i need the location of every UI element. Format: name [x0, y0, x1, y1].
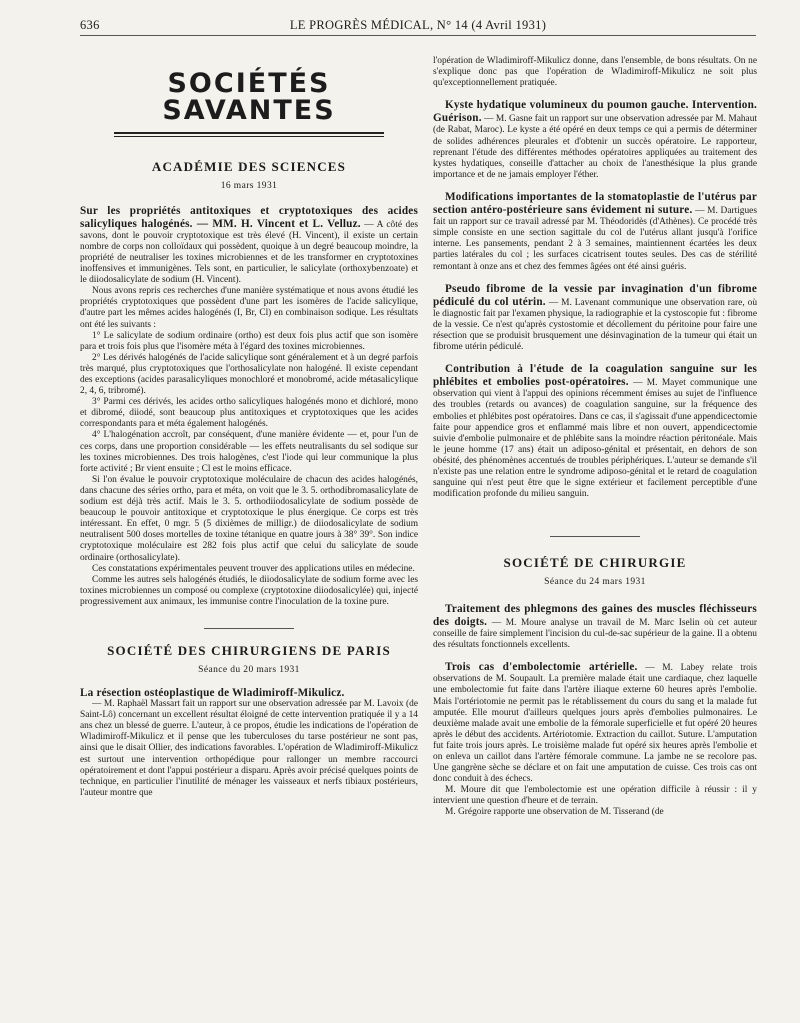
article-text: — M. Mayet communique une observation qui vient à l'appui des opinions récemment émises au sujet de l'influence des troubles (retards ou avances) de coagulation sanguine, sur la fréquence des embolies et phlébites post opératoires. Dans ce cas, il s'agissait d'une appendicectomie faite pour appendice gros et enflammé mais libre et non ouvert, appendicectomie suivie d'embolie pulmonaire et de phlébite sans la moindre réaction péritonéale. Mais le jeune homme (17 ans) était un adiposo-génital et présentait, en dehors de son obésité, des phénomènes accentués de troubles périphériques. L'auteur se demande s'il n'existe pas une relation entre le syndrome adiposo-génital et le retard de coagulation sanguine qui n'est peut être que le signe extérieur et facilement perceptible d'une modification profonde du milieu sanguin. — [433, 378, 757, 500]
paragraph: M. Grégoire rapporte une observation de M. Tisserand (de — [445, 807, 664, 818]
paragraph: l'opération de Wladimiroff-Mikulicz donne, dans l'ensemble, de bons résultats. On ne s'explique donc pas que l'opération de Wladimiroff-Mikulicz ne soit plus qu'exceptionnellement pratiquée. — [433, 56, 757, 89]
article-title: Traitement des phlegmons des gaines des muscles fléchisseurs des doigts. — [433, 602, 757, 628]
article — [433, 661, 757, 785]
article-title: Pseudo fibrome de la vessie par invagination d'un fibrome pédiculé du col utérin. — [433, 282, 757, 308]
article — [433, 191, 757, 273]
paragraph: Nous avons repris ces recherches d'une manière systématique et nous avons étudié les propriétés cryptotoxiques que possèdent d'une part les isomères de l'acide salicylique, d'autre part les mêmes acides halogénés (I, Br, Cl) en combinaison sodique. Les résultats ont été les suivants : — [80, 286, 418, 330]
left-column — [80, 52, 418, 799]
right-column — [433, 56, 757, 819]
paragraph: 2° Les dérivés halogénés de l'acide salicylique sont généralement et à un degré parfois très marqué, plus cryptotoxiques que l'orthosalicylate non halogéné. Il existe cependant des exceptions (acides parasalicyliques monochloré et monobromé, acide métasalicylique 2, 4, 6, tribromé). — [80, 352, 418, 397]
article — [433, 99, 757, 181]
title-rule-thick — [114, 132, 384, 134]
article-title: Trois cas d'embolectomie artérielle. — [445, 661, 638, 674]
article-text: — M. Lavenant communique une observation rare, où le diagnostic fait par l'examen physique, la radiographie et la cystoscopie fut : fibrome de la vessie. Ce n'est qu'après cystostomie et décollement du péritoine pour faire une résection que se produisit brusquement une désinvagination de la tumeur qui était un fibrome utérin pédiculé. — [433, 297, 758, 353]
article — [433, 603, 757, 651]
article-title: Kyste hydatique volumineux du poumon gauche. Intervention. Guérison. — [433, 99, 757, 125]
seance-date: Séance du 20 mars 1931 — [198, 664, 300, 675]
main-title: SOCIÉTÉS SAVANTES — [162, 68, 336, 126]
article-title: Modifications importantes de la stomatoplastie de l'utérus par section antéro-postérieure sans évidement ni suture. — [433, 190, 757, 217]
paragraph: M. Moure dit que l'embolectomie est une opération difficile à réussir : il y intervient une question d'heure et de terrain. — [433, 785, 757, 807]
page-number: 636 — [80, 18, 100, 32]
paragraph: Si l'on évalue le pouvoir cryptotoxique moléculaire de chacun des acides halogénés, dans chacune des séries ortho, para et méta, on voit que le 3. 5. orthodibromasalicylate de sodium est déjà très actif. Mais le 3. 5. orthodiiodosalicylate de sodium possède de beaucoup le pouvoir antitoxique et cryptotoxique le plus énergique. Ce corps est très intéressant. En effet, 0 mgr. 5 (5 dixièmes de milligr.) de diiodosalicylate de sodium neutralisent 500 doses mortelles de toxine tétanique en quatre jours à 38° 39°. Son indice cryptotoxique moléculaire est 282 fois plus actif que celui du salicylate de soude ordinaire (orthosalicylate). — [80, 474, 418, 563]
paragraph: 4° L'halogénation accroît, par conséquent, d'une manière évidente — et, pour l'un de ces corps, dans une proportion considérable — les effets neutralisants du sel sodique sur les toxines microbiennes. Des trois halogènes, c'est l'iode qui leur communique la plus forte activité ; Br vient ensuite ; Cl est le moins efficace. — [80, 430, 418, 474]
article — [433, 363, 757, 500]
article-text: — M. Moure analyse un travail de M. Marc Iselin où cet auteur conseille de faire simplement l'incision du cul-de-sac supérieur de la gaine. Il a obtenu des résultats fonctionnels excellents. — [433, 617, 758, 651]
paragraph: — M. Raphaël Massart fait un rapport sur une observation adressée par M. Lavoix (de Saint-Lô) concernant un excellent résultat éloigné de cette intervention pratiquée il y a 14 ans chez un blessé de guerre. L'auteur, à ce propos, étudie les indications de l'opération de Wladimiroff-Mikulicz et il pense que les tuberculoses du tarse postérieur ne sont pas, ainsi que le disait Ollier, des indications favorables. L'opération de Wladimiroff-Mikulicz est surtout une intervention orthopédique pour rallonger un membre raccourci opératoirement et dont l'appui postérieur a disparu. Après avoir précisé quelques points de technique, en particulier l'inutilité de ménager les vaisseaux et nerfs tibiaux postérieurs, l'auteur montre que — [80, 699, 418, 798]
article-text: — M. Dartigues fait un rapport sur ce travail adressé par M. Théodoridès (d'Athènes). Ce procédé très simple consiste en une section sagittale du col de l'utérus allant jusqu'à l'orifice interne. Les pansements, pendant 2 à 3 semaines, maintiennent écartées les deux parties latérales du col ; les surfaces cicatrisent toutes seules. Des cas de stérilité remontant à onze ans et chez des femmes âgées ont été ainsi guéris. — [433, 206, 757, 272]
seance-date: 16 mars 1931 — [220, 180, 278, 191]
section-title-chirurgie: SOCIÉTÉ DE CHIRURGIE — [503, 555, 687, 571]
running-title: LE PROGRÈS MÉDICAL, N° 14 (4 Avril 1931) — [289, 18, 547, 32]
article-title: Sur les propriétés antitoxiques et cryptotoxiques des acides salicyliques halogénés. — MM. H. Vincent et L. Velluz. — [80, 204, 418, 230]
article-text: — M. Gasne fait un rapport sur une observation adressée par M. Mahaut (de Rabat, Maroc). Le kyste a été opéré en deux temps ce qui a permis de déterminer de solides adhérences pleurales et d'obtenir un succès opératoire. Le rapporteur, reprenant l'étude des différentes méthodes opératoires appliquées au traitement des kystes hydatiques, conseille d'attacher au choix de l'anesthésique la plus grande importance et de ne jamais employer l'éther. — [433, 114, 757, 180]
seance-date: Séance du 24 mars 1931 — [544, 576, 646, 587]
paragraph: — A côté des savons, dont le pouvoir cryptotoxique est très élevé (H. Vincent), il existe un certain nombre de corps non colloïdaux qui possèdent, quoique à un degré beaucoup moindre, la propriété de neutraliser les toxines microbiennes et de les transformer en cryptotoxines inoffensives et immunigènes. Tels sont, en particulier, le salicylate (orthoxybenzoate) et le diiodosalicylate de sodium (H. Vincent). — [80, 219, 418, 286]
running-header — [80, 18, 756, 36]
article — [433, 283, 757, 354]
paragraph: Comme les autres sels halogénés étudiés, le diiodosalicylate de sodium forme avec les toxines microbiennes un composé ou complexe (cryptotoxine diiodosalicylée) qui, injecté progressivement aux animaux, les immunise contre l'inoculation de la toxine pure. — [80, 574, 418, 607]
section-title-academie: ACADÉMIE DES SCIENCES — [151, 159, 347, 174]
paragraph: Ces constatations expérimentales peuvent trouver des applications utiles en médecine. — [92, 563, 415, 574]
paragraph: 1° Le salicylate de sodium ordinaire (ortho) est deux fois plus actif que son isomère para et trois fois plus que l'isomère méta à l'égard des toxines microbiennes. — [80, 330, 418, 352]
article-academie — [80, 205, 418, 287]
paragraph: 3° Parmi ces dérivés, les acides ortho salicyliques halogénés mono et dichloré, mono et dibromé, diiodé, sont beaucoup plus antitoxiques et cryptotoxiques que les acides correspondants para et méta également halogénés. — [80, 397, 418, 430]
article-title: La résection ostéoplastique de Wladimiroff-Mikulicz. — [80, 686, 345, 699]
article-text: — M. Labey relate trois observations de M. Soupault. La première malade était une cardiaque, chez laquelle une embolectomie fut faite dans l'artère iliaque externe 60 heures après l'embolie. Mais l'ortériotomie ne permit pas le rétablissement du cours du sang et la malade fut amputée. Elle mourut d'ailleurs quelques jours après d'embolies pulmonaires. Le deuxième malade avait une embolie de la fémorale superficielle et fut opéré 20 heures après le début des accidents. Artériotomie. Extraction du caillot. Suture. L'amputation fut faite trois jours après. Le troisième malade fut opéré six heures après l'embolie et on enleva un caillot dans l'artère fémorale commune. La jambe ne se recolore pas. Une gangrène sèche se déclare et on fait une amputation de cuisse. Ces trois cas ont donc conduit à des échecs. — [433, 663, 758, 785]
section-title-chirurgiens: SOCIÉTÉ DES CHIRURGIENS DE PARIS — [107, 642, 391, 658]
article-title: Contribution à l'étude de la coagulation sanguine sur les phlébites et embolies post-opératoires. — [433, 363, 757, 389]
